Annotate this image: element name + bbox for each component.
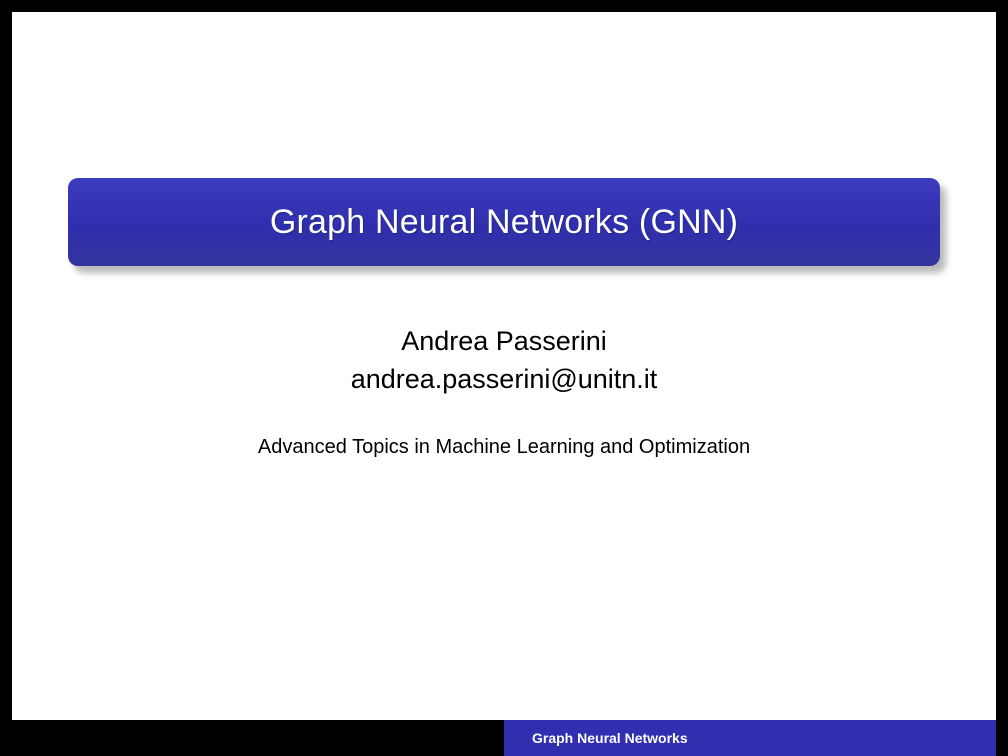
slide-title: Graph Neural Networks (GNN) — [269, 202, 739, 241]
footer-title: Graph Neural Networks — [532, 730, 688, 746]
slide-frame-top — [0, 0, 1008, 12]
slide-frame-left — [0, 0, 12, 756]
footer-title-section — [504, 720, 996, 756]
author-block — [12, 322, 996, 398]
author-email: andrea.passerini@unitn.it — [350, 364, 658, 394]
slide-footer-bar — [0, 720, 1008, 756]
author-name: Andrea Passerini — [401, 326, 607, 356]
slide-frame-right — [996, 0, 1008, 756]
slide-canvas — [12, 12, 996, 756]
title-banner — [68, 178, 940, 266]
course-subtitle: Advanced Topics in Machine Learning and Optimization — [257, 436, 751, 458]
